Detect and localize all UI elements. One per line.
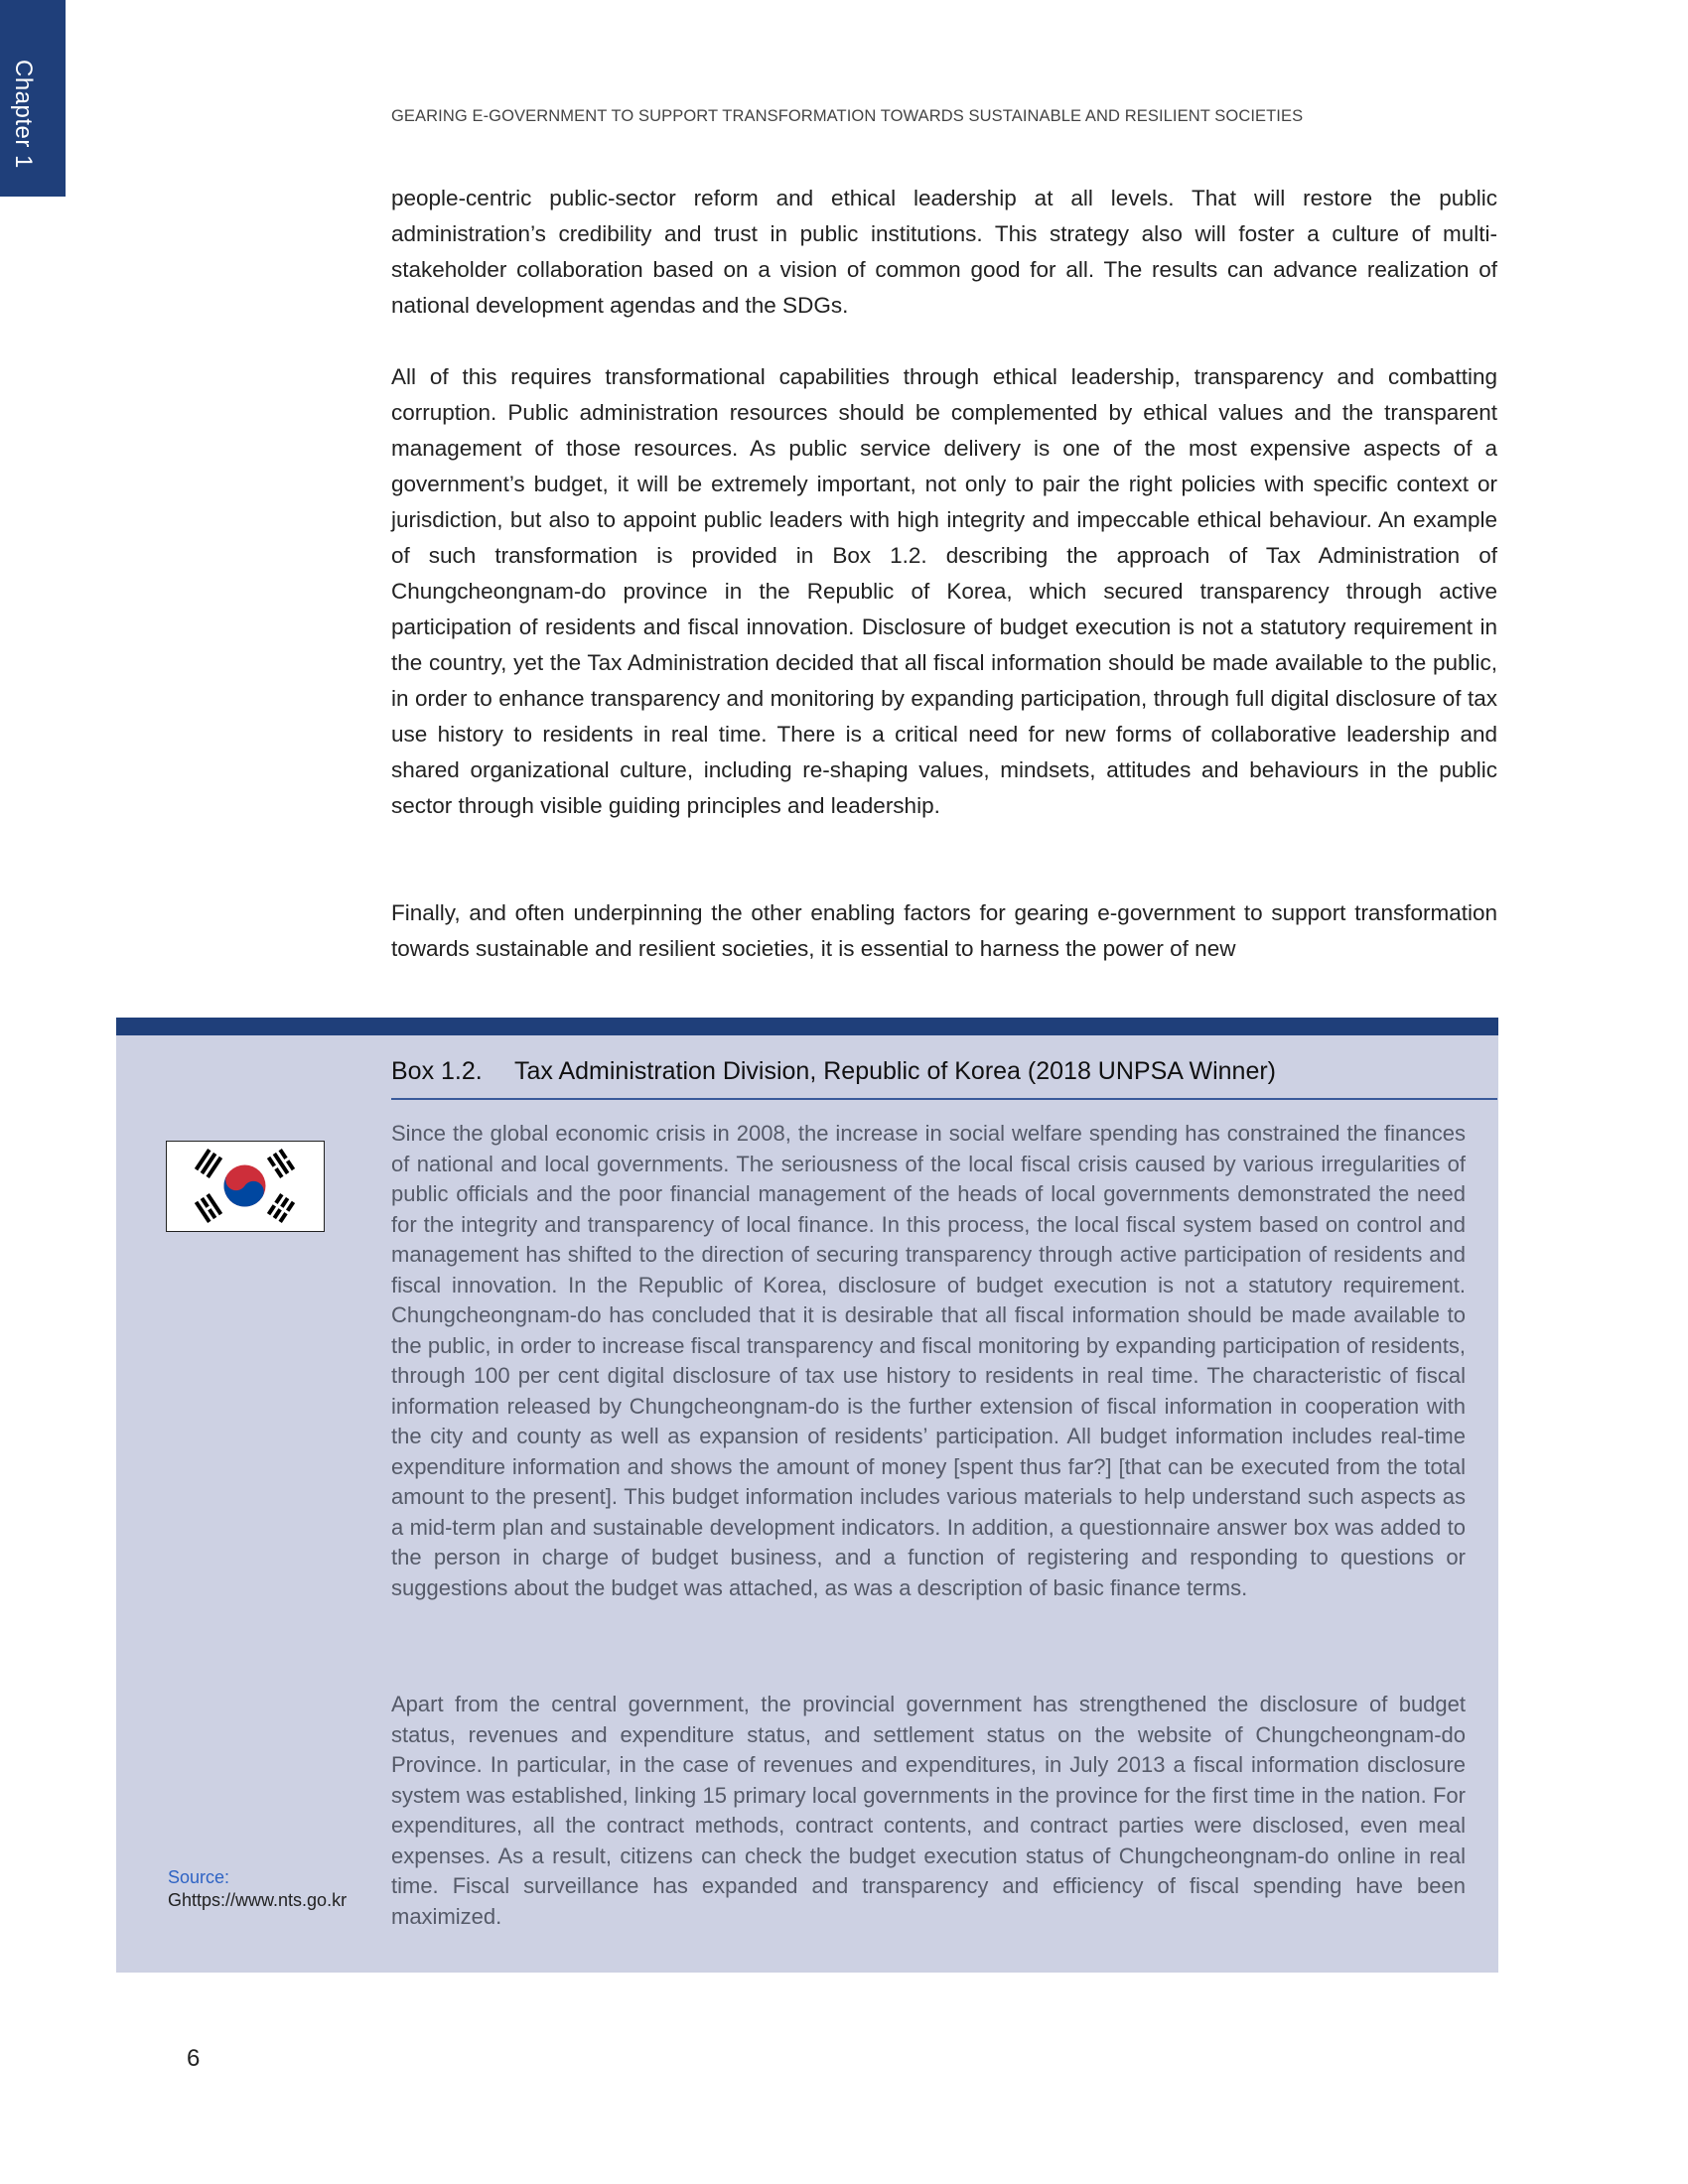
page-number: 6 bbox=[187, 2045, 201, 2072]
body-paragraph-1: people-centric public-sector reform and ethical leadership at all levels. That will restore the public administration’s credibility and trust in public institutions. This strategy also will foster a culture of multi-stakeholder collaboration based on a vision of common good for all. The results can advance realization of national development agendas and the SDGs. bbox=[391, 186, 1497, 318]
box-title-rule bbox=[391, 1098, 1497, 1100]
box-title bbox=[391, 1057, 1497, 1086]
box-paragraph-2: Apart from the central government, the provincial government has strengthened the disclosure of budget status, revenues and expenditure status, and settlement status on the website of Chungcheongnam-do Province. In particular, in the case of revenues and expenditures, in July 2013 a fiscal information disclosure system was established, linking 15 primary local governments in the province for the first time in the nation. For expenditures, all the contract methods, contract contents, and contract parties were disclosed, even meal expenses. As a result, citizens can check the budget execution status of Chungcheongnam-do online in real time. Fiscal surveillance has expanded and transparency and efficiency of fiscal spending have been maximized. bbox=[391, 1692, 1466, 1929]
body-paragraph-2: All of this requires transformational capabilities through ethical leadership, transparency and combatting corruption. Public administration resources should be complemented by ethical values and the transparent management of those resources. As public service delivery is one of the most expensive aspects of a government’s budget, it will be extremely important, not only to pair the right policies with specific context or jurisdiction, but also to appoint public leaders with high integrity and impeccable ethical behaviour. An example of such transformation is provided in Box 1.2. describing the approach of Tax Administration of Chungcheongnam-do province in the Republic of Korea, which secured transparency through active participation of residents and fiscal innovation. Disclosure of budget execution is not a statutory requirement in the country, yet the Tax Administration decided that all fiscal information should be made available to the public, in order to enhance transparency and monitoring by expanding participation, through full digital disclosure of tax use history to residents in real time. There is a critical need for new forms of collaborative leadership and shared organizational culture, including re-shaping values, mindsets, attitudes and behaviours in the public sector through visible guiding principles and leadership. bbox=[391, 364, 1497, 818]
south-korea-flag-icon bbox=[166, 1141, 325, 1232]
chapter-tab bbox=[0, 0, 66, 197]
source-url[interactable]: Ghttps://www.nts.go.kr bbox=[168, 1890, 348, 1910]
box-title-text: Tax Administration Division, Republic of Korea (2018 UNPSA Winner) bbox=[514, 1057, 1277, 1085]
running-header: GEARING E-GOVERNMENT TO SUPPORT TRANSFORMATION TOWARDS SUSTAINABLE AND RESILIENT SOCIETIES bbox=[391, 107, 1304, 125]
body-paragraph-3: Finally, and often underpinning the other enabling factors for gearing e-government to support transformation towards sustainable and resilient societies, it is essential to harness the power of new bbox=[391, 900, 1497, 961]
box-number: Box 1.2. bbox=[391, 1057, 483, 1085]
box-paragraph-1: Since the global economic crisis in 2008, the increase in social welfare spending has constrained the finances of national and local governments. The seriousness of the local fiscal crisis caused by various irregularities of public officials and the poor financial management of the heads of local governments demonstrated the need for the integrity and transparency of local finance. In this process, the local fiscal system based on control and management has shifted to the direction of securing transparency through active participation of residents and fiscal innovation. In the Republic of Korea, disclosure of budget execution is not a statutory requirement. Chungcheongnam-do has concluded that it is desirable that all fiscal information should be made available to the public, in order to increase fiscal transparency and fiscal monitoring by expanding participation of residents, through 100 per cent digital disclosure of tax use history to residents in real time. The characteristic of fiscal information released by Chungcheongnam-do is the further extension of fiscal information in cooperation with the city and county as well as expansion of residents’ participation. All budget information includes real-time expenditure information and shows the amount of money [spent thus far?] [that can be executed from the total amount to the present]. This budget information includes various materials to help understand such aspects as a mid-term plan and sustainable development indicators. In addition, a questionnaire answer box was added to the person in charge of budget business, and a function of registering and responding to questions or suggestions about the budget was attached, as was a description of basic finance terms. bbox=[391, 1121, 1466, 1600]
source-note bbox=[168, 1866, 348, 1912]
case-study-box bbox=[116, 1018, 1498, 1973]
box-top-bar bbox=[116, 1018, 1498, 1035]
chapter-tab-label: Chapter 1 bbox=[10, 60, 37, 169]
source-label: Source: bbox=[168, 1867, 230, 1887]
